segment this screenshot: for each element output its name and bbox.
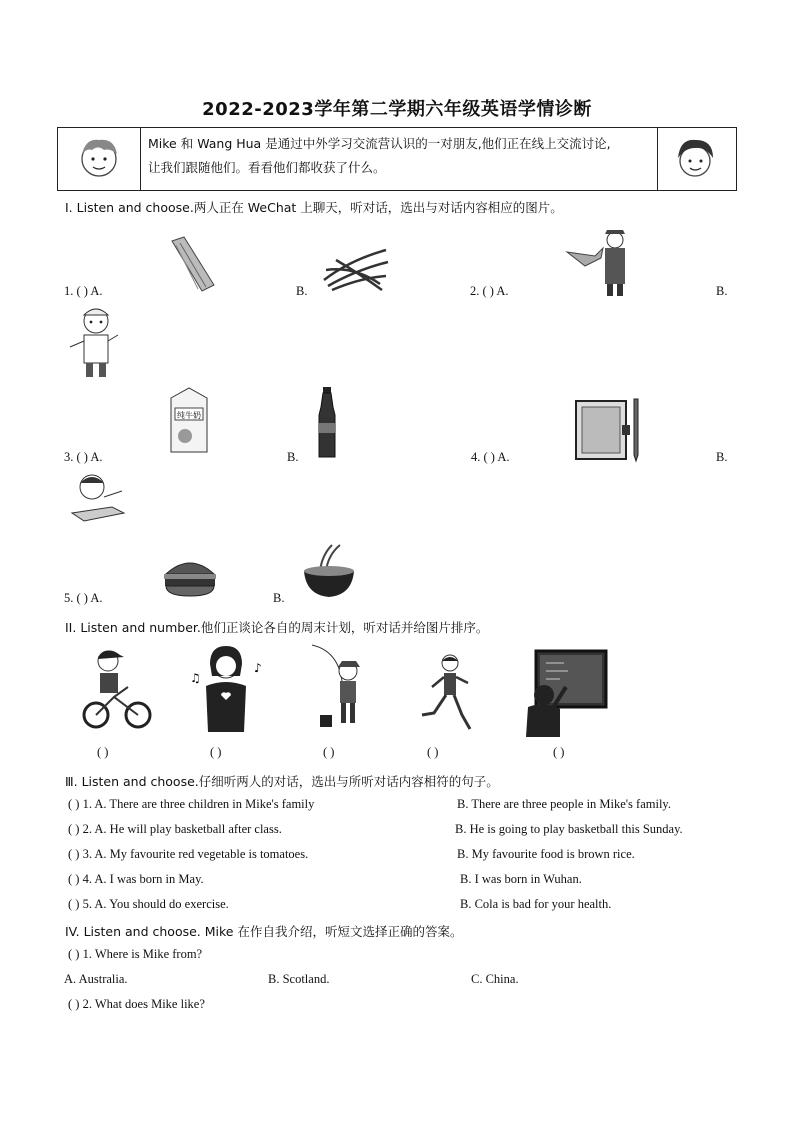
s4-q1-question: ( ) 1. Where is Mike from? [68, 947, 203, 961]
wanghua-avatar [658, 128, 736, 190]
s3-q2-option-a: ( ) 2. A. He will play basketball after class. [68, 822, 282, 836]
s3-q4-option-a: ( ) 4. A. I was born in May. [68, 872, 204, 886]
s3-q3-option-b: B. My favourite food is brown rice. [457, 847, 635, 861]
page-title: 2022-2023学年第二学期六年级英语学情诊断 [202, 99, 592, 120]
boy-reading-image [66, 467, 132, 527]
s2-blank-1[interactable]: ( ) [97, 745, 109, 759]
noodles-image [298, 541, 360, 601]
q5-label: 5. ( ) A. [64, 591, 103, 605]
q2-option-b: B. [716, 284, 728, 298]
listening-to-music-girl-image [184, 642, 268, 734]
intro-line-2: 让我们跟随他们。看看他们都收获了什么。 [148, 160, 386, 175]
svg-text:♪: ♪ [254, 661, 262, 675]
section-1-heading: Ⅰ. Listen and choose.两人正在 WeChat 上聊天，听对话，选出与对话内容相应的图片。 [65, 200, 563, 215]
intro-text [148, 132, 654, 180]
green-beans-image [320, 240, 392, 294]
s3-q1-option-b: B. There are three people in Mike's family. [457, 797, 671, 811]
cola-bottle-image [315, 385, 339, 461]
q3-option-b: B. [287, 450, 299, 464]
intro-box [57, 127, 737, 191]
mike-avatar [58, 128, 140, 190]
teacher-at-blackboard-image [520, 647, 610, 737]
q1-label: 1. ( ) A. [64, 284, 103, 298]
s3-q1-option-a: ( ) 1. A. There are three children in Mike's family [68, 797, 315, 811]
pilot-with-plane-image [565, 222, 640, 300]
s3-q3-option-a: ( ) 3. A. My favourite red vegetable is tomatoes. [68, 847, 309, 861]
intro-line-1: Mike 和 Wang Hua 是通过中外学习交流营认识的一对朋友,他们正在线上交流讨论, [148, 136, 611, 151]
s3-q5-option-a: ( ) 5. A. You should do exercise. [68, 897, 229, 911]
q3-label: 3. ( ) A. [64, 450, 103, 464]
q1-option-b: B. [296, 284, 308, 298]
q5-option-b: B. [273, 591, 285, 605]
s2-blank-5[interactable]: ( ) [553, 745, 565, 759]
s4-q1-option-b: B. Scotland. [268, 972, 330, 986]
hamburger-image [160, 552, 220, 600]
s2-blank-4[interactable]: ( ) [427, 745, 439, 759]
notebook-and-pen-image [572, 397, 644, 463]
s2-blank-3[interactable]: ( ) [323, 745, 335, 759]
milk-carton-image [165, 384, 213, 456]
cycling-boy-image [80, 645, 155, 733]
section-4-heading: IV. Listen and choose. Mike 在作自我介绍，听短文选择正确的答案。 [65, 924, 463, 939]
s4-q1-option-a: A. Australia. [64, 972, 128, 986]
s4-q2-question: ( ) 2. What does Mike like? [68, 997, 205, 1011]
svg-text:纯牛奶: 纯牛奶 [177, 411, 201, 420]
q4-option-b: B. [716, 450, 728, 464]
svg-text:♫: ♫ [190, 671, 201, 685]
s4-q1-option-c: C. China. [471, 972, 519, 986]
s3-q4-option-b: B. I was born in Wuhan. [460, 872, 582, 886]
celery-image [162, 233, 222, 295]
running-girl-image [416, 651, 476, 735]
mike-avatar-cell [58, 128, 141, 190]
wanghua-avatar-cell [657, 128, 736, 190]
fishing-boy-image [308, 641, 374, 733]
s3-q2-option-b: B. He is going to play basketball this Sunday. [455, 822, 683, 836]
s3-q5-option-b: B. Cola is bad for your health. [460, 897, 612, 911]
section-2-heading: II. Listen and number.他们正谈论各自的周末计划，听对话并给图片排序。 [65, 620, 489, 635]
s2-blank-2[interactable]: ( ) [210, 745, 222, 759]
section-3-heading: Ⅲ. Listen and choose.仔细听两人的对话，选出与所听对话内容相符的句子。 [65, 774, 499, 789]
q2-label: 2. ( ) A. [470, 284, 509, 298]
q4-label: 4. ( ) A. [471, 450, 510, 464]
doctor-image [64, 303, 126, 383]
